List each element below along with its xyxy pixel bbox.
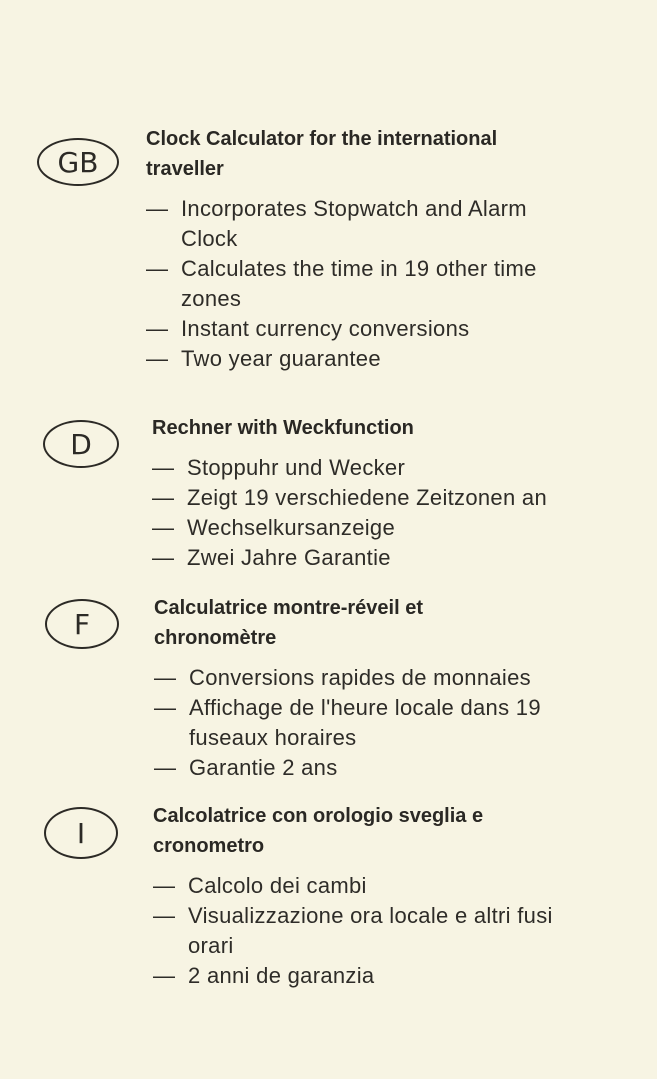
dash-bullet: — <box>154 755 177 780</box>
list-item: — Visualizzazione ora locale e altri fusi orari <box>153 903 553 958</box>
dash-bullet: — <box>146 346 169 371</box>
dash-bullet: — <box>152 455 175 480</box>
section-content <box>152 413 645 573</box>
list-item: — Garantie 2 ans <box>154 753 645 783</box>
feature-list <box>152 453 645 573</box>
section-title: Rechner with Weckfunction <box>152 417 414 439</box>
dash-bullet: — <box>153 963 176 988</box>
country-badge-f <box>45 599 119 649</box>
section-title: Calcolatrice con orologio sveglia e cronometro <box>153 805 484 857</box>
country-badge-i <box>44 807 118 859</box>
list-item: — Instant currency conversions <box>146 314 645 344</box>
list-item: — Zwei Jahre Garantie <box>152 543 645 573</box>
dash-bullet: — <box>146 316 169 341</box>
section-content <box>154 593 645 783</box>
badge-label: I <box>76 816 86 850</box>
badge-label: D <box>70 427 92 461</box>
feature-list <box>153 871 645 991</box>
country-badge-gb <box>37 138 119 186</box>
dash-bullet: — <box>154 665 177 690</box>
dash-bullet: — <box>154 695 177 720</box>
dash-bullet: — <box>152 485 175 510</box>
list-item: — Stoppuhr und Wecker <box>152 453 645 483</box>
dash-bullet: — <box>152 515 175 540</box>
badge-label: GB <box>57 145 99 179</box>
dash-bullet: — <box>153 903 176 928</box>
list-item: — Wechselkursanzeige <box>152 513 645 543</box>
dash-bullet: — <box>146 256 169 281</box>
country-badge-d <box>43 420 119 468</box>
list-item: — Calculates the time in 19 other time zones <box>146 256 537 311</box>
list-item: — Zeigt 19 verschiedene Zeitzonen an <box>152 483 645 513</box>
badge-label: F <box>73 607 91 641</box>
section-title: Calculatrice montre-réveil et chronomètre <box>154 597 423 649</box>
list-item: — Calcolo dei cambi <box>153 871 645 901</box>
section-title: Clock Calculator for the international traveller <box>146 128 498 180</box>
feature-list <box>146 194 645 374</box>
list-item: — Two year guarantee <box>146 344 645 374</box>
list-item: — 2 anni de garanzia <box>153 961 645 991</box>
section-content <box>153 801 645 991</box>
feature-list <box>154 663 645 783</box>
list-item: — Conversions rapides de monnaies <box>154 663 645 693</box>
list-item: — Affichage de l'heure locale dans 19 fuseaux horaires <box>154 695 541 750</box>
dash-bullet: — <box>152 545 175 570</box>
section-content <box>146 124 645 374</box>
dash-bullet: — <box>146 196 169 221</box>
list-item: — Incorporates Stopwatch and Alarm Clock <box>146 196 527 251</box>
dash-bullet: — <box>153 873 176 898</box>
